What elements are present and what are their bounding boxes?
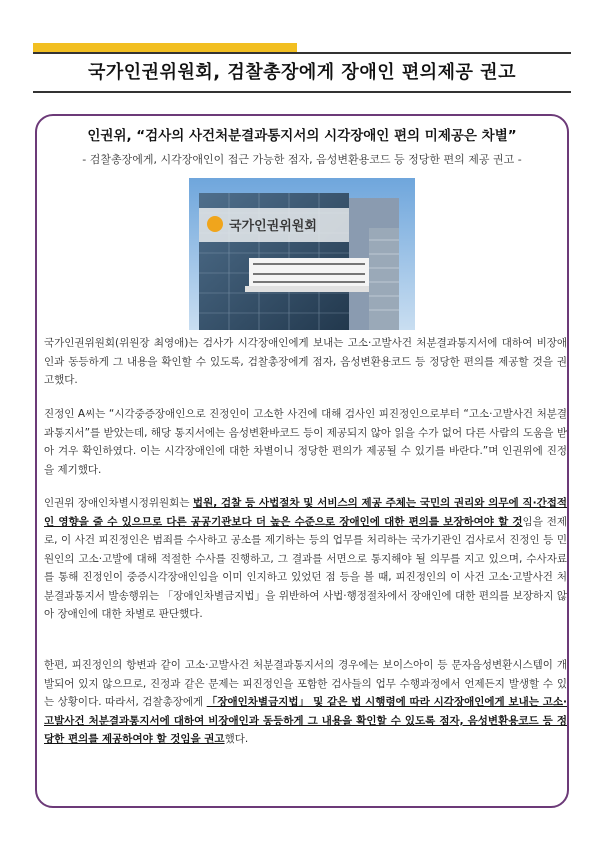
paragraph-3-lead: 인권위 장애인차별시정위원회는 <box>44 497 193 509</box>
paragraph-2: 진정인 A씨는 “시각중증장애인으로 진정인이 고소한 사건에 대해 검사인 피진정인으로부터 “고소·고발사건 처분결과통지서”를 받았는데, 해당 통지서에는 음성변환바코드 등이 제공되지 않아 읽을 수가 없어 다른 사람의 도움을 받아 겨우 확인하였다. 이는 시각장애인에 대한 차별이니 정당한 편의가 제공될 수 있기를 바란다.”며 인권위에 진정을 제기했다. <box>44 408 567 476</box>
page-title: 국가인권위원회, 검찰총장에게 장애인 편의제공 권고 <box>88 62 516 83</box>
paragraph-1: 국가인권위원회(위원장 최영애)는 검사가 시각장애인에게 보내는 고소·고발사건 처분결과통지서에 대하여 비장애인과 동등하게 그 내용을 확인할 수 있도록, 검찰총장에게 점자, 음성변환용코드 등 정당한 편의를 제공할 것을 권고했다. <box>44 337 567 386</box>
paragraph-3-rest: 임을 전제로, 이 사건 피진정인은 범죄를 수사하고 공소를 제기하는 등의 업무를 처리하는 국가기관인 검사로서 진정인 등 민원인의 고소·고발에 대해 적절한 수사를 진행하고, 그 결과를 서면으로 통지해야 될 의무를 지고 있으며, 수사자료를 통해 진정인이 중증시각장애인임을 이미 인지하고 있었던 점 등을 볼 때, 피진정인의 이 사건 고소·고발사건 처분결과통지서 발송행위는 「장애인차별금지법」을 위반하여 사법·행정절차에서 장애인에 대한 편의를 보장하지 않아 장애인에 대한 차별로 판단했다. <box>44 515 567 620</box>
paragraph-3-emphasis: 법원, 검찰 등 사법절차 및 서비스의 제공 주체는 국민의 권리와 의무에 직·간접적인 영향을 줄 수 있으므로 다른 공공기관보다 더 높은 수준으로 장애인에 대한 편의를 보장하여야 할 것 <box>44 497 567 528</box>
article-subheadline: - 검찰총장에게, 시각장애인이 접근 가능한 점자, 음성변환용코드 등 정당한 편의 제공 권고 - <box>82 153 522 166</box>
title-rule-top <box>33 52 571 54</box>
title-rule-bottom <box>33 91 571 93</box>
paragraph-4-emphasis: 「장애인차별금지법」 및 같은 법 시행령에 따라 시각장애인에게 보내는 고소·고발사건 처분결과통지서에 대하여 비장애인과 동등하게 그 내용을 확인할 수 있도록 점자, 음성변환용코드 등 정당한 편의를 제공하여야 할 것임을 권고 <box>44 696 567 745</box>
paragraph-4-lead: 한편, 피진정인의 항변과 같이 고소·고발사건 처분결과통지서의 경우에는 보이스아이 등 문자음성변환시스템이 개발되어 있지 않으므로, 진정과 같은 문제는 피진정인을 포함한 검사들의 업무 수행과정에서 언제든지 발생할 수 있는 상황이다. 따라서, 검찰총장에게 <box>44 659 567 708</box>
building-photo <box>189 178 415 330</box>
title-accent-bar <box>33 43 297 52</box>
building-sign-text: 국가인권위원회 <box>229 219 317 234</box>
paragraph-4-rest: 했다. <box>224 733 249 745</box>
paragraph-3 <box>44 494 567 624</box>
paragraph-4 <box>44 656 567 749</box>
article-headline: 인권위, “검사의 사건처분결과통지서의 시각장애인 편의 미제공은 차별” <box>87 128 517 144</box>
